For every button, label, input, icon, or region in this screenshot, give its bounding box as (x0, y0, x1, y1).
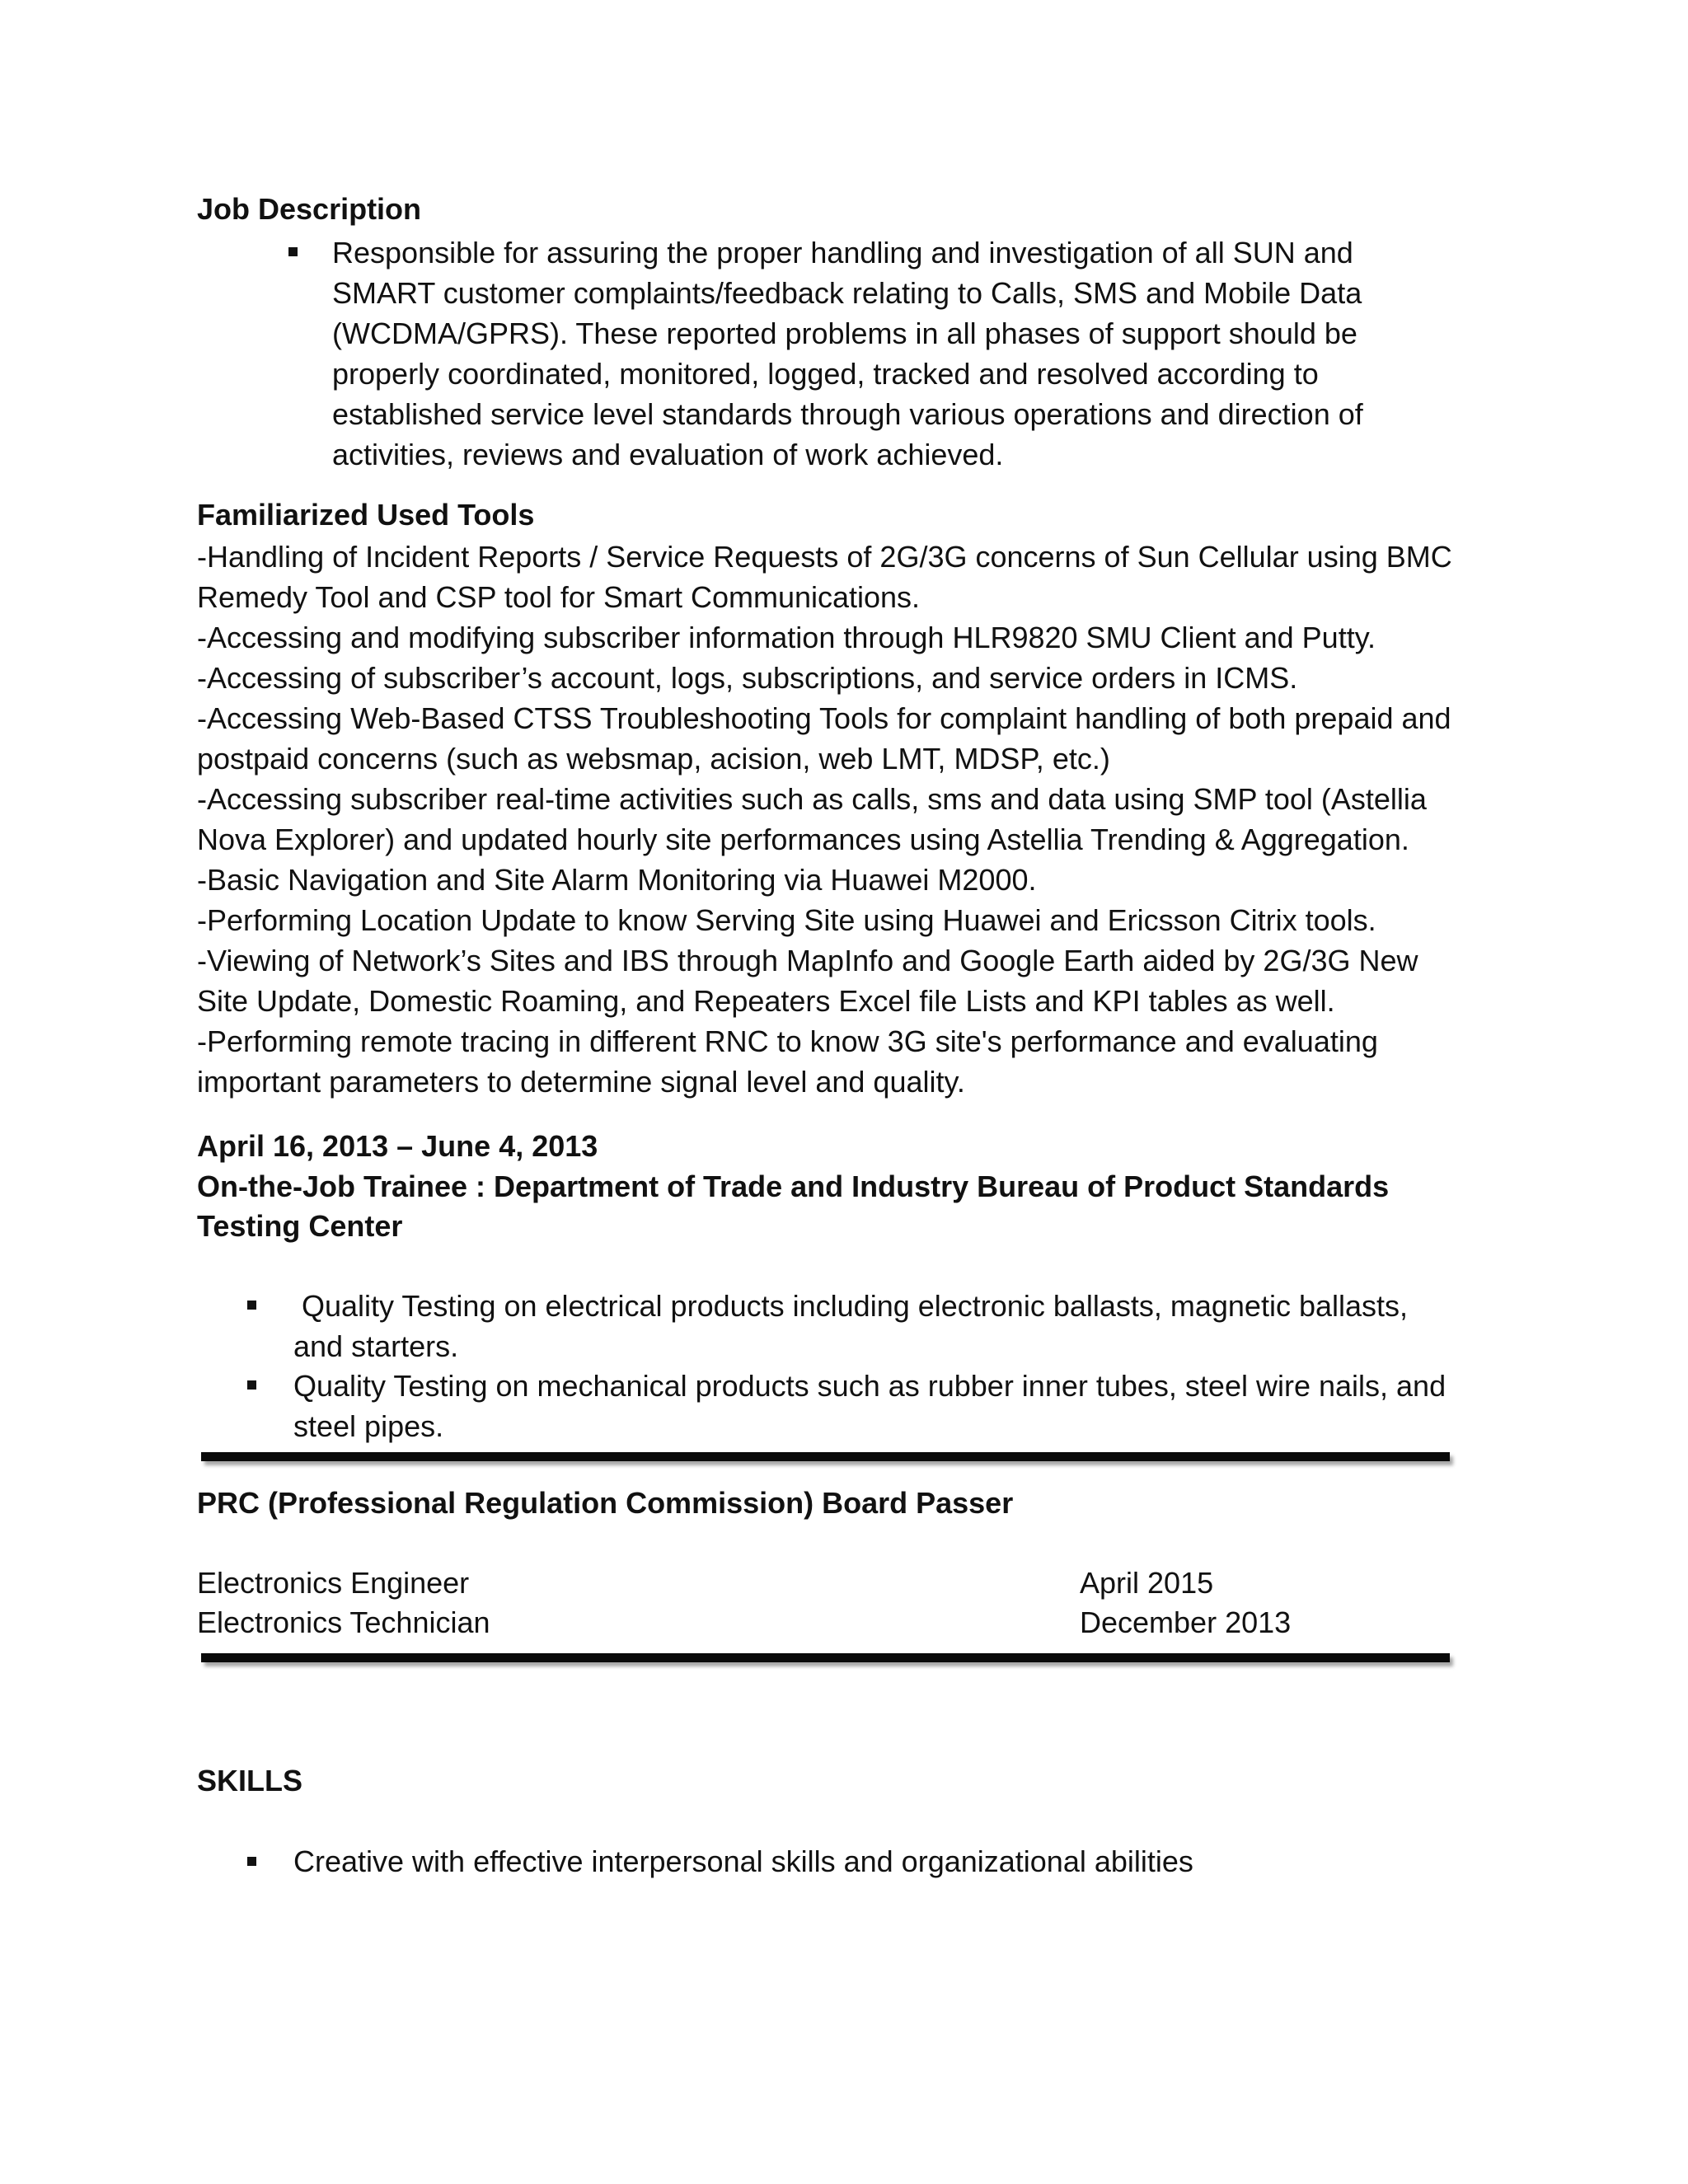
tools-line: -Basic Navigation and Site Alarm Monitoring via Huawei M2000. (197, 863, 1037, 897)
tools-line: Site Update, Domestic Roaming, and Repeaters Excel file Lists and KPI tables as well. (197, 984, 1335, 1018)
ojt-bullet-line: Quality Testing on mechanical products such as rubber inner tubes, steel wire nails, and (293, 1369, 1447, 1403)
job-description-text (332, 232, 1363, 475)
bullet-icon (288, 247, 298, 256)
ojt-title-line1: On-the-Job Trainee : Department of Trade and Industry Bureau of Product Standards (197, 1169, 1390, 1203)
job-description-line: activities, reviews and evaluation of work achieved. (332, 438, 1004, 471)
section-divider (201, 1653, 1450, 1662)
tools-list (197, 537, 1452, 1102)
tools-line: postpaid concerns (such as websmap, acision, web LMT, MDSP, etc.) (197, 742, 1110, 776)
tools-line: -Performing remote tracing in different RNC to know 3G site's performance and evaluating (197, 1024, 1378, 1058)
job-description-line: properly coordinated, monitored, logged, tracked and resolved according to (332, 357, 1319, 391)
prc-date: April 2015 (1080, 1566, 1214, 1600)
bullet-icon (247, 1301, 256, 1310)
ojt-bullet-line: Quality Testing on electrical products including electronic ballasts, magnetic ballasts, (293, 1289, 1409, 1323)
bullet-icon (247, 1857, 256, 1866)
ojt-dates: April 16, 2013 – June 4, 2013 (197, 1129, 598, 1163)
ojt-title-line2: Testing Center (197, 1209, 403, 1243)
job-description-line: Responsible for assuring the proper handling and investigation of all SUN and (332, 236, 1353, 269)
tools-line: Remedy Tool and CSP tool for Smart Communications. (197, 580, 921, 614)
job-description-line: established service level standards through various operations and direction of (332, 397, 1363, 431)
tools-heading: Familiarized Used Tools (197, 498, 535, 532)
job-description-line: SMART customer complaints/feedback relating to Calls, SMS and Mobile Data (332, 276, 1362, 310)
prc-heading: PRC (Professional Regulation Commission) Board Passer (197, 1486, 1014, 1520)
prc-title: Electronics Engineer (197, 1566, 470, 1600)
tools-line: -Accessing subscriber real-time activities such as calls, sms and data using SMP tool (Astellia (197, 782, 1427, 816)
tools-line: Nova Explorer) and updated hourly site performances using Astellia Trending & Aggregation. (197, 823, 1409, 856)
ojt-bullet-line: steel pipes. (293, 1409, 444, 1443)
bullet-icon (247, 1380, 256, 1390)
tools-line: -Handling of Incident Reports / Service Requests of 2G/3G concerns of Sun Cellular using BMC (197, 540, 1452, 574)
section-divider (201, 1452, 1450, 1461)
ojt-bullet-item (293, 1366, 1446, 1446)
tools-line: -Performing Location Update to know Serving Site using Huawei and Ericsson Citrix tools. (197, 903, 1376, 937)
skills-heading: SKILLS (197, 1764, 303, 1797)
prc-date: December 2013 (1080, 1605, 1292, 1639)
job-description-line: (WCDMA/GPRS). These reported problems in all phases of support should be (332, 316, 1357, 350)
tools-line: important parameters to determine signal level and quality. (197, 1065, 965, 1099)
ojt-bullet-line: and starters. (293, 1329, 459, 1363)
job-description-heading: Job Description (197, 192, 422, 226)
tools-line: -Accessing Web-Based CTSS Troubleshooting Tools for complaint handling of both prepaid and (197, 701, 1451, 735)
tools-line: -Accessing and modifying subscriber information through HLR9820 SMU Client and Putty. (197, 621, 1376, 654)
ojt-bullet-item (293, 1286, 1408, 1366)
skill-item: Creative with effective interpersonal skills and organizational abilities (293, 1844, 1193, 1878)
tools-line: -Viewing of Network’s Sites and IBS through MapInfo and Google Earth aided by 2G/3G New (197, 944, 1418, 977)
tools-line: -Accessing of subscriber’s account, logs, subscriptions, and service orders in ICMS. (197, 661, 1298, 695)
prc-title: Electronics Technician (197, 1605, 490, 1639)
